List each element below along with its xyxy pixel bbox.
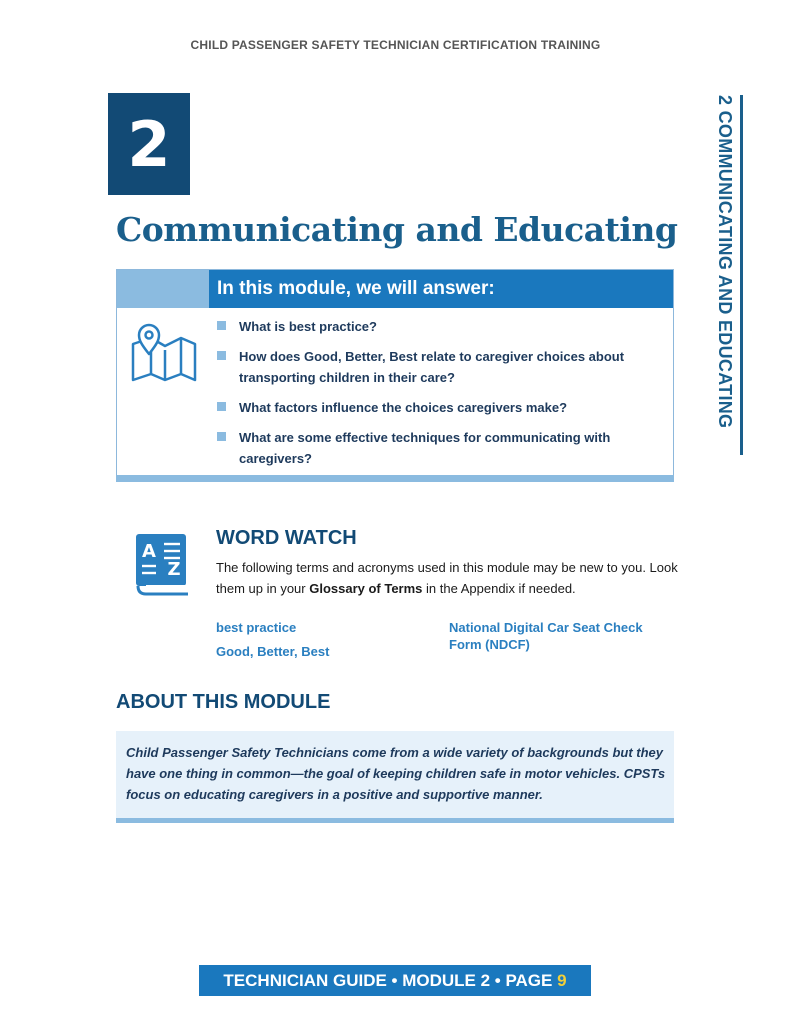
word-watch-intro-text-end: in the Appendix if needed.	[422, 581, 576, 596]
page-number: 9	[557, 971, 567, 990]
side-tab	[710, 95, 743, 455]
bullet-square-icon	[217, 351, 226, 360]
questions-box-bottom-bar	[116, 475, 674, 482]
svg-text:Z: Z	[167, 559, 181, 580]
side-tab-label: 2 COMMUNICATING AND EDUCATING	[715, 95, 735, 429]
module-questions-box	[116, 269, 674, 482]
bullet-square-icon	[217, 432, 226, 441]
running-header: CHILD PASSENGER SAFETY TECHNICIAN CERTIFICATION TRAINING	[190, 38, 601, 52]
word-watch-intro	[216, 557, 686, 599]
questions-box-heading: In this module, we will answer:	[209, 270, 673, 308]
footer-label: TECHNICIAN GUIDE • MODULE 2 • PAGE	[223, 971, 558, 990]
questions-list	[217, 316, 657, 478]
question-text: What factors influence the choices caregivers make?	[239, 400, 568, 415]
module-number-box	[108, 93, 190, 195]
a-z-book-icon	[134, 532, 190, 596]
about-module-box	[116, 731, 674, 823]
question-text: What is best practice?	[239, 319, 377, 334]
map-pin-icon	[129, 320, 199, 384]
question-text: What are some effective techniques for communicating with caregivers?	[239, 430, 611, 466]
svg-text:A: A	[142, 541, 156, 562]
about-module-text: Child Passenger Safety Technicians come from a wide variety of backgrounds but they have one thing in common—the goal of keeping children safe in motor vehicles. CPSTs focus on educating caregivers in a positive and supportive manner.	[126, 745, 666, 802]
term-good-better-best: Good, Better, Best	[216, 644, 330, 659]
about-module-title: ABOUT THIS MODULE	[116, 691, 331, 713]
module-title: Communicating and Educating	[116, 210, 678, 249]
question-item	[217, 427, 657, 469]
word-watch-intro-text: The following terms and acronyms used in this module may be new to you. Look them up in your	[216, 560, 678, 596]
questions-box-left-strip	[117, 270, 209, 308]
module-number: 2	[127, 107, 171, 181]
question-text: How does Good, Better, Best relate to caregiver choices about transporting children in their care?	[239, 349, 625, 385]
bullet-square-icon	[217, 321, 226, 330]
bullet-square-icon	[217, 402, 226, 411]
word-watch-title: WORD WATCH	[216, 527, 357, 549]
question-item	[217, 397, 657, 418]
term-ndcf: National Digital Car Seat Check Form (NDCF)	[449, 620, 643, 652]
term-best-practice: best practice	[216, 620, 297, 635]
glossary-reference: Glossary of Terms	[309, 581, 423, 596]
page-footer	[199, 965, 591, 996]
about-box-bottom-bar	[116, 818, 674, 823]
question-item	[217, 346, 657, 388]
question-item	[217, 316, 657, 337]
